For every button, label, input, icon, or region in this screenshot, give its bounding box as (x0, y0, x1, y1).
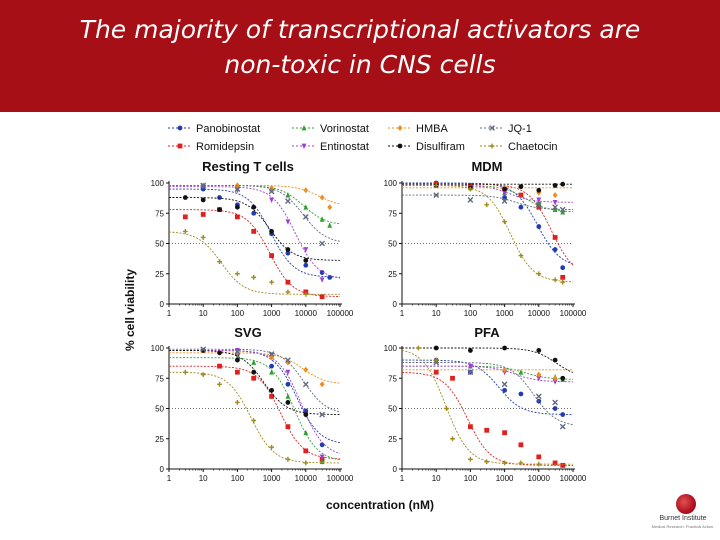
data-point-mdm-romidepsin (553, 235, 558, 240)
data-point-svg-chaetocin (217, 382, 222, 387)
y-tick-label-pfa-75: 75 (388, 374, 397, 384)
data-point-mdm-chaetocin (560, 280, 565, 285)
panel-title-pfa: PFA (474, 325, 500, 340)
y-tick-label-svg-25: 25 (155, 434, 164, 444)
data-point-resting-t-cells-jq-1 (286, 199, 291, 204)
panel-title-resting-t-cells: Resting T cells (202, 159, 294, 174)
data-point-resting-t-cells-chaetocin (235, 271, 240, 276)
fit-curve-resting-t-cells-hmba (169, 185, 340, 204)
legend-label-jq-1: JQ-1 (508, 123, 532, 135)
panel-title-mdm: MDM (471, 159, 503, 174)
data-point-resting-t-cells-hmba (303, 187, 308, 193)
data-point-mdm-chaetocin (553, 277, 558, 282)
x-tick-label-svg-10000: 10000 (294, 474, 317, 483)
data-point-resting-t-cells-disulfiram (269, 229, 274, 234)
data-point-pfa-romidepsin (450, 376, 455, 381)
data-point-resting-t-cells-disulfiram (251, 205, 256, 210)
data-point-pfa-jq-1 (553, 400, 558, 405)
data-point-pfa-romidepsin (560, 463, 565, 468)
y-tick-label-resting-t-cells-0: 0 (159, 300, 164, 309)
y-tick-label-mdm-100: 100 (383, 179, 397, 188)
fit-curve-resting-t-cells-romidepsin (169, 210, 340, 297)
data-point-resting-t-cells-chaetocin (269, 280, 274, 285)
legend-label-disulfiram: Disulfiram (416, 141, 465, 153)
data-point-pfa-chaetocin (416, 346, 421, 351)
y-tick-label-svg-0: 0 (159, 465, 164, 474)
y-tick-label-resting-t-cells-75: 75 (155, 209, 164, 219)
fit-curve-pfa-jq-1 (402, 363, 573, 425)
x-tick-label-svg-1: 1 (166, 474, 172, 483)
data-point-mdm-jq-1 (468, 198, 473, 203)
burnet-logo (650, 494, 716, 538)
x-tick-label-pfa-1000: 1000 (495, 474, 514, 483)
legend-marker-romidepsin (178, 144, 183, 149)
data-point-pfa-panobinostat (519, 392, 524, 397)
data-point-svg-vorinostat (251, 360, 256, 365)
y-tick-label-pfa-50: 50 (388, 404, 397, 414)
data-point-mdm-panobinostat (536, 224, 541, 229)
y-tick-label-mdm-75: 75 (388, 209, 397, 219)
y-tick-label-resting-t-cells-50: 50 (155, 239, 164, 249)
data-point-resting-t-cells-panobinostat (251, 211, 256, 216)
data-point-svg-disulfiram (303, 412, 308, 417)
data-point-resting-t-cells-vorinostat (303, 204, 308, 209)
data-point-resting-t-cells-entinostat (286, 219, 291, 224)
x-tick-label-resting-t-cells-100: 100 (230, 309, 245, 318)
legend-label-romidepsin: Romidepsin (196, 141, 255, 153)
data-point-svg-disulfiram (286, 400, 291, 405)
data-point-resting-t-cells-chaetocin (286, 290, 291, 295)
y-tick-label-mdm-50: 50 (388, 239, 397, 249)
data-point-svg-romidepsin (235, 370, 240, 375)
data-point-svg-vorinostat (303, 430, 308, 435)
data-point-resting-t-cells-hmba (327, 204, 332, 210)
logo-tagline: Medical Research. Practical Action. (651, 524, 715, 529)
x-tick-label-mdm-10000: 10000 (527, 309, 550, 318)
data-point-svg-disulfiram (235, 358, 240, 363)
legend-marker-disulfiram (398, 144, 403, 149)
data-point-resting-t-cells-jq-1 (303, 214, 308, 219)
data-point-pfa-romidepsin (536, 455, 541, 460)
fit-curve-mdm-chaetocin (402, 185, 573, 281)
slide-title-line2: non-toxic in CNS cells (224, 50, 496, 79)
data-point-pfa-romidepsin (519, 442, 524, 447)
data-point-svg-vorinostat (269, 369, 274, 374)
data-point-resting-t-cells-panobinostat (217, 195, 222, 200)
y-tick-label-pfa-25: 25 (388, 434, 397, 444)
data-point-svg-chaetocin (286, 457, 291, 462)
data-point-resting-t-cells-disulfiram (217, 207, 222, 212)
data-point-svg-hmba (320, 381, 325, 387)
data-point-svg-disulfiram (217, 350, 222, 355)
data-point-svg-romidepsin (303, 448, 308, 453)
data-point-pfa-disulfiram (434, 346, 439, 351)
data-point-svg-chaetocin (183, 370, 188, 375)
data-point-resting-t-cells-romidepsin (183, 214, 188, 219)
data-point-svg-panobinostat (286, 382, 291, 387)
y-tick-label-svg-100: 100 (150, 344, 164, 353)
x-tick-label-resting-t-cells-10000: 10000 (294, 309, 317, 318)
y-tick-label-pfa-100: 100 (383, 344, 397, 353)
data-point-mdm-panobinostat (519, 205, 524, 210)
data-point-svg-romidepsin (286, 424, 291, 429)
data-point-mdm-disulfiram (502, 187, 507, 192)
legend-marker-panobinostat (178, 126, 183, 131)
data-point-pfa-chaetocin (468, 457, 473, 462)
logo-name: Burnet Institute (659, 515, 707, 522)
x-tick-label-mdm-1000: 1000 (495, 309, 514, 318)
y-tick-label-pfa-0: 0 (392, 465, 397, 474)
x-tick-label-pfa-100: 100 (463, 474, 478, 483)
data-point-pfa-panobinostat (553, 406, 558, 411)
x-tick-label-pfa-1: 1 (399, 474, 405, 483)
data-point-pfa-disulfiram (468, 348, 473, 353)
data-point-mdm-romidepsin (560, 275, 565, 280)
data-point-svg-disulfiram (269, 388, 274, 393)
data-point-pfa-disulfiram (536, 348, 541, 353)
data-point-resting-t-cells-romidepsin (320, 294, 325, 299)
panel-title-svg: SVG (234, 325, 262, 340)
x-tick-label-mdm-1: 1 (399, 309, 405, 318)
data-point-svg-disulfiram (251, 370, 256, 375)
x-tick-label-pfa-10: 10 (431, 474, 441, 483)
y-tick-label-svg-75: 75 (155, 374, 164, 384)
data-point-resting-t-cells-disulfiram (286, 247, 291, 252)
data-point-svg-romidepsin (269, 394, 274, 399)
x-tick-label-mdm-100: 100 (463, 309, 478, 318)
y-tick-label-svg-50: 50 (155, 404, 164, 414)
y-tick-label-mdm-25: 25 (388, 269, 397, 279)
data-point-pfa-disulfiram (553, 358, 558, 363)
x-tick-label-mdm-10: 10 (431, 309, 441, 318)
x-tick-label-resting-t-cells-100000: 100000 (326, 309, 354, 318)
fit-curve-resting-t-cells-chaetocin (169, 232, 340, 294)
legend-marker-hmba (398, 125, 403, 131)
data-point-pfa-panobinostat (560, 412, 565, 417)
data-point-mdm-disulfiram (519, 184, 524, 189)
data-point-pfa-jq-1 (502, 382, 507, 387)
data-point-resting-t-cells-jq-1 (320, 241, 325, 246)
data-point-resting-t-cells-hmba (320, 195, 325, 201)
data-point-resting-t-cells-chaetocin (201, 235, 206, 240)
legend-label-chaetocin: Chaetocin (508, 141, 558, 153)
x-tick-label-svg-100000: 100000 (326, 474, 354, 483)
slide-title-line1: The majority of transcriptional activators are (79, 15, 641, 44)
y-tick-label-resting-t-cells-100: 100 (150, 179, 164, 188)
data-point-svg-chaetocin (235, 400, 240, 405)
data-point-resting-t-cells-romidepsin (286, 280, 291, 285)
data-point-mdm-disulfiram (560, 182, 565, 187)
data-point-pfa-disulfiram (560, 376, 565, 381)
data-point-mdm-disulfiram (536, 188, 541, 193)
data-point-svg-jq-1 (303, 382, 308, 387)
data-point-svg-chaetocin (201, 372, 206, 377)
data-point-svg-romidepsin (251, 376, 256, 381)
data-point-pfa-chaetocin (450, 436, 455, 441)
legend-label-panobinostat: Panobinostat (196, 123, 261, 135)
data-point-resting-t-cells-entinostat (320, 277, 325, 282)
data-point-resting-t-cells-disulfiram (201, 198, 206, 203)
data-point-pfa-romidepsin (484, 428, 489, 433)
data-point-resting-t-cells-entinostat (303, 247, 308, 252)
legend-label-hmba: HMBA (416, 123, 448, 135)
x-tick-label-svg-10: 10 (198, 474, 208, 483)
data-point-svg-panobinostat (320, 442, 325, 447)
legend-label-entinostat: Entinostat (320, 141, 369, 153)
data-point-pfa-disulfiram (502, 346, 507, 351)
x-tick-label-resting-t-cells-10: 10 (198, 309, 208, 318)
x-tick-label-svg-1000: 1000 (262, 474, 281, 483)
data-point-resting-t-cells-disulfiram (235, 205, 240, 210)
x-axis-label: concentration (nM) (326, 498, 434, 512)
x-tick-label-svg-100: 100 (230, 474, 245, 483)
data-point-resting-t-cells-chaetocin (183, 229, 188, 234)
fit-curve-pfa-romidepsin (402, 373, 573, 466)
data-point-svg-chaetocin (303, 461, 308, 466)
fit-curve-svg-disulfiram (169, 350, 340, 414)
data-point-resting-t-cells-disulfiram (303, 258, 308, 263)
data-point-svg-entinostat (286, 370, 291, 375)
data-point-resting-t-cells-panobinostat (303, 263, 308, 268)
data-point-svg-hmba (303, 367, 308, 373)
data-point-resting-t-cells-disulfiram (183, 195, 188, 200)
data-point-resting-t-cells-vorinostat (320, 216, 325, 221)
data-point-resting-t-cells-entinostat (269, 198, 274, 203)
data-point-mdm-panobinostat (553, 247, 558, 252)
data-point-svg-vorinostat (286, 393, 291, 398)
data-point-pfa-romidepsin (434, 370, 439, 375)
legend-label-vorinostat: Vorinostat (320, 123, 369, 135)
y-tick-label-resting-t-cells-25: 25 (155, 269, 164, 279)
y-axis-label: % cell viability (123, 268, 137, 352)
data-point-resting-t-cells-romidepsin (235, 214, 240, 219)
data-point-svg-chaetocin (269, 445, 274, 450)
x-tick-label-resting-t-cells-1: 1 (166, 309, 172, 318)
burnet-logo-icon (676, 494, 696, 514)
data-point-pfa-jq-1 (560, 424, 565, 429)
x-tick-label-pfa-10000: 10000 (527, 474, 550, 483)
data-point-svg-panobinostat (269, 364, 274, 369)
x-tick-label-mdm-100000: 100000 (559, 309, 587, 318)
data-point-svg-chaetocin (251, 418, 256, 423)
data-point-mdm-hmba (553, 192, 558, 198)
y-tick-label-mdm-0: 0 (392, 300, 397, 309)
fit-curve-resting-t-cells-vorinostat (169, 185, 340, 223)
data-point-resting-t-cells-romidepsin (251, 229, 256, 234)
data-point-svg-romidepsin (217, 364, 222, 369)
data-point-mdm-chaetocin (536, 271, 541, 276)
fit-curve-pfa-entinostat (402, 366, 573, 382)
data-point-mdm-chaetocin (502, 219, 507, 224)
x-tick-label-pfa-100000: 100000 (559, 474, 587, 483)
data-point-pfa-romidepsin (468, 424, 473, 429)
data-point-pfa-chaetocin (536, 462, 541, 467)
data-point-resting-t-cells-romidepsin (269, 253, 274, 258)
data-point-pfa-romidepsin (502, 430, 507, 435)
data-point-mdm-disulfiram (553, 183, 558, 188)
data-point-resting-t-cells-vorinostat (327, 222, 332, 227)
data-point-pfa-chaetocin (444, 406, 449, 411)
legend-marker-chaetocin (490, 144, 495, 149)
data-point-pfa-panobinostat (502, 388, 507, 393)
data-point-mdm-panobinostat (560, 265, 565, 270)
fit-curve-svg-chaetocin (169, 372, 340, 463)
data-point-pfa-jq-1 (536, 394, 541, 399)
data-point-mdm-chaetocin (484, 202, 489, 207)
x-tick-label-resting-t-cells-1000: 1000 (262, 309, 281, 318)
data-point-resting-t-cells-chaetocin (251, 275, 256, 280)
data-point-resting-t-cells-romidepsin (201, 212, 206, 217)
fit-curve-mdm-vorinostat (402, 185, 573, 211)
